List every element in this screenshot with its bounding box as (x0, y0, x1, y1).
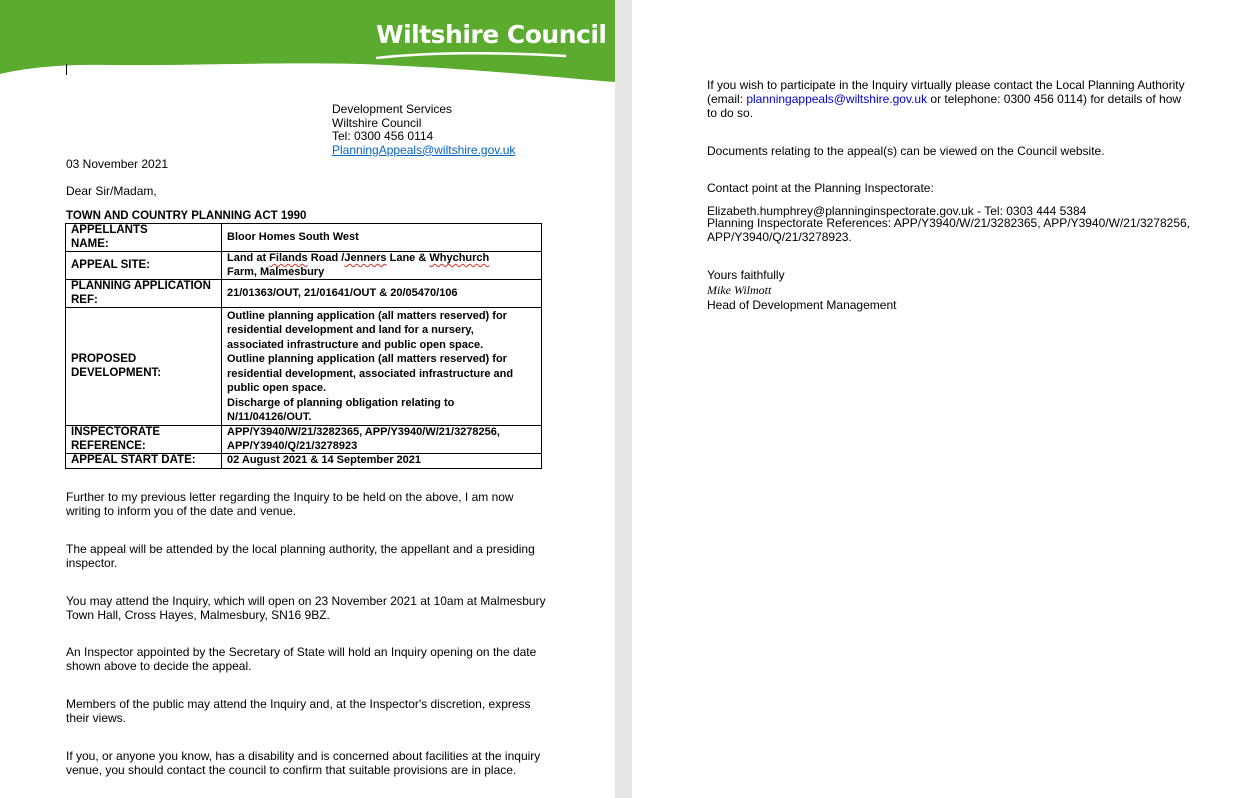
paragraph-attendance: The appeal will be attended by the local planning authority, the appellant and a presiding inspector. (66, 542, 535, 570)
paragraph-public: Members of the public may attend the Inquiry and, at the Inspector's discretion, express their views. (66, 697, 531, 725)
paragraph-venue: You may attend the Inquiry, which will open on 23 November 2021 at 10am at Malmesbury Town Hall, Cross Hayes, Malmesbury, SN16 9BZ. (66, 594, 546, 622)
table-row (66, 224, 542, 252)
spellcheck-word: Whychurch (429, 252, 490, 264)
proposed-development-label: PROPOSED DEVELOPMENT: (66, 308, 222, 426)
closing-line: Yours faithfully (707, 268, 785, 282)
table-row (66, 426, 542, 454)
spellcheck-word: Filands (269, 252, 308, 264)
planning-application-label: PLANNING APPLICATION REF: (66, 280, 222, 308)
text-cursor (66, 64, 67, 75)
act-heading: TOWN AND COUNTRY PLANNING ACT 1990 (66, 210, 307, 222)
inspectorate-references: Planning Inspectorate References: APP/Y3940/W/21/3282365, APP/Y3940/W/21/3278256, APP/Y3940/Q/21/3278923. (707, 216, 1190, 244)
signatory-title: Head of Development Management (707, 298, 897, 312)
table-row (66, 308, 542, 426)
proposed-development-value: Outline planning application (all matters reserved) for residential development and land for a nursery, associated infrastructure and public open space. Outline planning application (all matters reserved) for residential development, associated infrastructure and public open space. Discharge of planning obligation relating to N/11/04126/OUT. (222, 308, 542, 426)
contact-heading: Contact point at the Planning Inspectorate: (707, 181, 934, 195)
sender-email-link[interactable]: PlanningAppeals@wiltshire.gov.uk (332, 142, 516, 157)
table-row (66, 454, 542, 469)
brand-logo-text: Wiltshire Council (376, 20, 607, 49)
sender-org: Wiltshire Council (332, 115, 422, 130)
page-gutter (615, 0, 632, 798)
spellcheck-word: Jenners (344, 252, 387, 264)
paragraph-disability: If you, or anyone you know, has a disability and is concerned about facilities at the inquiry venue, you should contact the council to confirm that suitable provisions are in place. (66, 749, 541, 777)
appeal-site-label: APPEAL SITE: (66, 252, 222, 280)
planning-appeals-email-link[interactable]: planningappeals@wiltshire.gov.uk (746, 92, 928, 106)
paragraph-documents: Documents relating to the appeal(s) can be viewed on the Council website. (707, 144, 1105, 158)
table-row (66, 280, 542, 308)
appeal-start-date-value: 02 August 2021 & 14 September 2021 (222, 454, 542, 469)
sender-dept: Development Services (332, 102, 453, 116)
inspectorate-reference-value: APP/Y3940/W/21/3282365, APP/Y3940/W/21/3278256, APP/Y3940/Q/21/3278923 (222, 426, 542, 454)
table-row (66, 252, 542, 280)
inspectorate-reference-label: INSPECTORATE REFERENCE: (66, 426, 222, 454)
appellants-value: Bloor Homes South West (222, 224, 542, 252)
sender-address (332, 103, 515, 157)
letter-page-2 (632, 0, 1249, 798)
sender-tel: Tel: 0300 456 0114 (332, 129, 434, 143)
appellants-label: APPELLANTS NAME: (66, 224, 222, 252)
appeal-start-date-label: APPEAL START DATE: (66, 454, 222, 469)
paragraph-virtual-participation: If you wish to participate in the Inquiry virtually please contact the Local Planning Authority (email: planningappeals@wiltshire.gov.uk or telephone: 0300 456 0114) for details of how to do so. (707, 78, 1185, 120)
planning-application-value: 21/01363/OUT, 21/01641/OUT & 20/05470/106 (222, 280, 542, 308)
letter-date: 03 November 2021 (66, 157, 169, 171)
appeal-site-value: Land at Filands Road /Jenners Lane & Whychurch Farm, Malmesbury (222, 252, 542, 280)
paragraph-inspector: An Inspector appointed by the Secretary of State will hold an Inquiry opening on the date shown above to decide the appeal. (66, 645, 537, 673)
appeal-details-table (65, 223, 542, 469)
paragraph-previous-letter: Further to my previous letter regarding the Inquiry to be held on the above, I am now writing to inform you of the date and venue. (66, 490, 514, 518)
salutation: Dear Sir/Madam, (66, 184, 157, 198)
letter-page-1 (0, 0, 615, 798)
signature: Mike Wilmott (707, 283, 772, 297)
contact-email-line: Elizabeth.humphrey@planninginspectorate.gov.uk - Tel: 0303 444 5384 (707, 204, 1087, 218)
